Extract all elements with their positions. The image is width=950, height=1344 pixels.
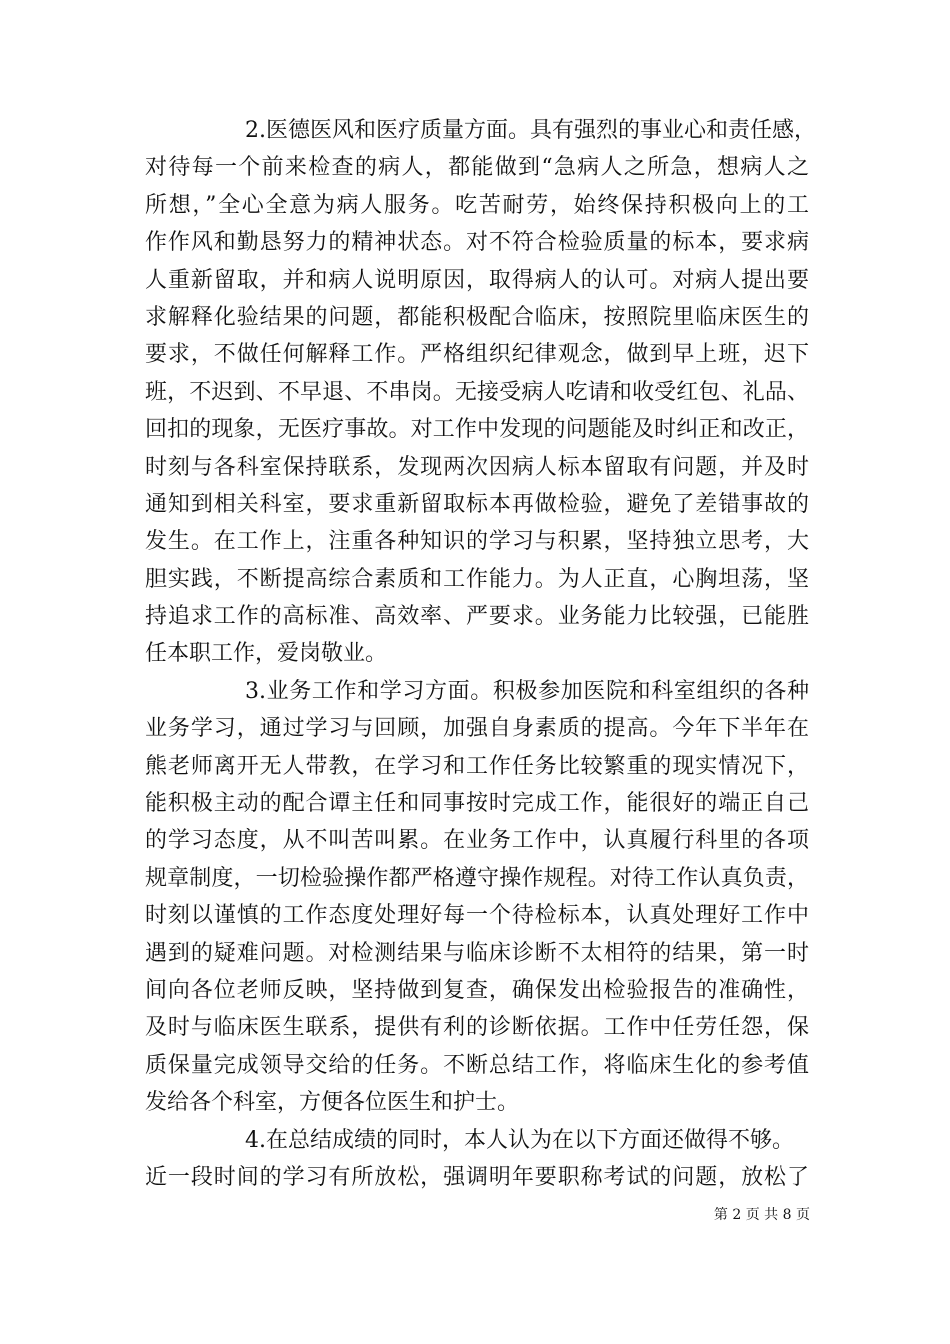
text-line: 3.业务工作和学习方面。积极参加医院和科室组织的各种: [245, 678, 809, 704]
text-line: 业务学习，通过学习与回顾，加强自身素质的提高。今年下半年在: [145, 716, 809, 742]
text-line: 发给各个科室，方便各位医生和护士。: [145, 1090, 520, 1116]
text-line: 人重新留取，并和病人说明原因，取得病人的认可。对病人提出要: [145, 267, 809, 293]
text-line: 通知到相关科室，要求重新留取标本再做检验，避免了差错事故的: [145, 491, 809, 517]
text-line: 时刻以谨慎的工作态度处理好每一个待检标本，认真处理好工作中: [145, 903, 809, 929]
text-line: 作作风和勤恳努力的精神状态。对不符合检验质量的标本，要求病: [145, 230, 809, 256]
text-line: 胆实践，不断提高综合素质和工作能力。为人正直，心胸坦荡，坚: [145, 566, 809, 592]
page-number-footer: 第 2 页 共 8 页: [713, 1207, 810, 1223]
text-line: 求解释化验结果的问题，都能积极配合临床，按照院里临床医生的: [145, 304, 809, 330]
text-line: 发生。在工作上，注重各种知识的学习与积累，坚持独立思考，大: [145, 529, 809, 555]
text-line: 所想，”全心全意为病人服务。吃苦耐劳，始终保持积极向上的工: [145, 192, 809, 218]
text-line: 的学习态度，从不叫苦叫累。在业务工作中，认真履行科里的各项: [145, 828, 809, 854]
text-line: 规章制度，一切检验操作都严格遵守操作规程。对待工作认真负责，: [145, 865, 809, 891]
text-line: 4.在总结成绩的同时，本人认为在以下方面还做得不够。: [245, 1127, 794, 1153]
text-line: 持追求工作的高标准、高效率、严要求。业务能力比较强，已能胜: [145, 604, 809, 630]
text-line: 及时与临床医生联系，提供有利的诊断依据。工作中任劳任怨，保: [145, 1015, 809, 1041]
text-line: 遇到的疑难问题。对检测结果与临床诊断不太相符的结果，第一时: [145, 940, 809, 966]
text-line: 熊老师离开无人带教，在学习和工作任务比较繁重的现实情况下，: [145, 753, 809, 779]
text-line: 对待每一个前来检查的病人，都能做到“急病人之所急，想病人之: [145, 155, 809, 181]
text-line: 班，不迟到、不早退、不串岗。无接受病人吃请和收受红包、礼品、: [145, 379, 809, 405]
text-line: 能积极主动的配合谭主任和同事按时完成工作，能很好的端正自己: [145, 791, 809, 817]
text-line: 质保量完成领导交给的任务。不断总结工作，将临床生化的参考值: [145, 1052, 809, 1078]
document-body: [145, 112, 816, 1196]
text-line: 任本职工作，爱岗敬业。: [145, 641, 388, 667]
text-line: 回扣的现象，无医疗事故。对工作中发现的问题能及时纠正和改正，: [145, 417, 809, 443]
text-line: 要求，不做任何解释工作。严格组织纪律观念，做到早上班，迟下: [145, 342, 809, 368]
text-line: 2.医德医风和医疗质量方面。具有强烈的事业心和责任感，: [245, 118, 816, 143]
text-line: 时刻与各科室保持联系，发现两次因病人标本留取有问题，并及时: [145, 454, 809, 480]
text-line: 近一段时间的学习有所放松，强调明年要职称考试的问题，放松了: [145, 1164, 809, 1190]
text-line: 间向各位老师反映，坚持做到复查，确保发出检验报告的准确性，: [145, 977, 809, 1003]
